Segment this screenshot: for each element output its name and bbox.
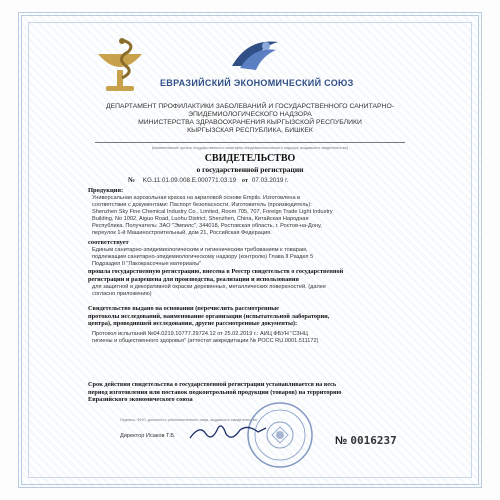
validity-bold-line: Евразийского экономического союза bbox=[88, 396, 193, 403]
product-line: Shenzhen Sky Fine Chemical Industry Co., Limited, Room 705, 707, Foreign Trade Light Industry bbox=[92, 208, 333, 215]
product-label: Продукция: bbox=[88, 187, 124, 194]
basis-line: гигиены и общественного здоровья" (аттестат аккредитации № РОСС RU.0001.511172) bbox=[92, 337, 319, 344]
serial-number bbox=[335, 434, 397, 447]
registration-usage bbox=[92, 284, 412, 298]
basis-line: Протокол испытаний №04.0219.10777.29724.12 от 25.02.2019 г.: АИЦ ФБУН "СЗНЦ bbox=[92, 331, 308, 337]
registration-line: согласно приложению) bbox=[92, 290, 152, 297]
certificate-title: СВИДЕТЕЛЬСТВО bbox=[204, 153, 296, 164]
product-line: Building, No 1002, Aiguo Road, Luohu District, Shenzhen, China, Китайская Народная bbox=[92, 215, 309, 222]
signature-fine-print: Подпись, ФИО, должность уполномоченного лица, выдавшего свидетельство bbox=[120, 418, 257, 422]
registration-statement bbox=[88, 268, 413, 283]
compliance-text bbox=[92, 247, 412, 268]
certificate-date: 07.03.2019 г. bbox=[251, 177, 289, 184]
department-line-4: КЫРГЫЗСКАЯ РЕСПУБЛИКА, БИШКЕК bbox=[187, 127, 313, 134]
product-description bbox=[92, 195, 412, 236]
product-line: Республика. Получатель: ЗАО "Эмпилс", 344018, Ростовская область, г. Ростов-на-Дону, bbox=[92, 222, 322, 229]
basis-bold-line: центра), проводившей исследования, другие рассмотренные документы): bbox=[88, 320, 298, 327]
department-line-1: ДЕПАРТАМЕНТ ПРОФИЛАКТИКИ ЗАБОЛЕВАНИЙ И ГОСУДАРСТВЕННОГО САНИТАРНО- bbox=[105, 103, 395, 110]
serial-value: 0016237 bbox=[350, 434, 397, 447]
divider bbox=[95, 142, 405, 143]
certificate-subtitle: о государственной регистрации bbox=[196, 165, 304, 174]
certificate-number-row bbox=[128, 176, 288, 184]
registration-bold-line: прошла государственную регистрацию, внесена в Реестр свидетельств о государственной bbox=[88, 268, 344, 275]
validity-bold-line: Срок действия свидетельства о государственной регистрации устанавливается на весь bbox=[88, 381, 337, 388]
product-line: переулок 1-й Машиностроительный, дом 21, Российская Федерация. bbox=[92, 229, 272, 236]
compliance-line: подлежащим санитарно-эпидемиологическому надзору (контролю) Глава II Раздел 5 bbox=[92, 253, 314, 260]
basis-statement bbox=[88, 305, 413, 328]
eaeu-logo-icon bbox=[228, 32, 282, 74]
validity-bold-line: период изготовления или поставок подконтрольной продукции (товаров) на территорию bbox=[88, 388, 342, 396]
department-fine-print: (наименование органа государственного санитарно-эпидемиологического надзора, выдавшего свидетельство) bbox=[151, 146, 349, 150]
date-label: от bbox=[241, 177, 249, 184]
serial-label: № bbox=[335, 435, 348, 447]
compliance-line: Подраздел II "Лакокрасочные материалы" bbox=[92, 260, 202, 267]
bowl-and-snake-icon bbox=[92, 36, 148, 98]
basis-bold-line: Свидетельство выдано на основании (перечислить рассмотренные bbox=[88, 305, 279, 312]
certificate-number: KG.11.01.09.008.Е.000771.03.19 bbox=[142, 177, 237, 184]
director-name: Директор Исаков Т.Б. bbox=[120, 433, 176, 439]
handwritten-signature-icon bbox=[188, 420, 268, 444]
compliance-line: Единым санитарно-эпидемиологическим и гигиеническим требованиям к товарам, bbox=[92, 247, 308, 253]
product-line: соответствии с документами: Паспорт безопасности. Изготовитель (производитель): bbox=[92, 201, 312, 208]
compliance-label: соответствует bbox=[88, 239, 129, 246]
basis-protocol bbox=[92, 331, 412, 345]
union-name: ЕВРАЗИЙСКИЙ ЭКОНОМИЧЕСКИЙ СОЮЗ bbox=[160, 78, 354, 88]
number-label: № bbox=[128, 176, 136, 184]
basis-bold-line: протоколы исследований, наименование организации (испытательной лаборатории, bbox=[88, 312, 330, 320]
department-line-2: ЭПИДЕМИОЛОГИЧЕСКОГО НАДЗОРА bbox=[188, 111, 312, 118]
registration-bold-line: регистрации и разрешена для производства, реализации и использования bbox=[88, 275, 299, 283]
product-line: Универсальная аэрозольная краска на акриловой основе Empils. Изготовлена в bbox=[92, 195, 301, 201]
registration-line: для защитной и декоративной окраски деревянных, металлических поверхностей. (далее bbox=[92, 284, 326, 290]
department-line-3: МИНИСТЕРСТВА ЗДРАВООХРАНЕНИЯ КЫРГЫЗСКОЙ РЕСПУБЛИКИ bbox=[138, 119, 362, 126]
